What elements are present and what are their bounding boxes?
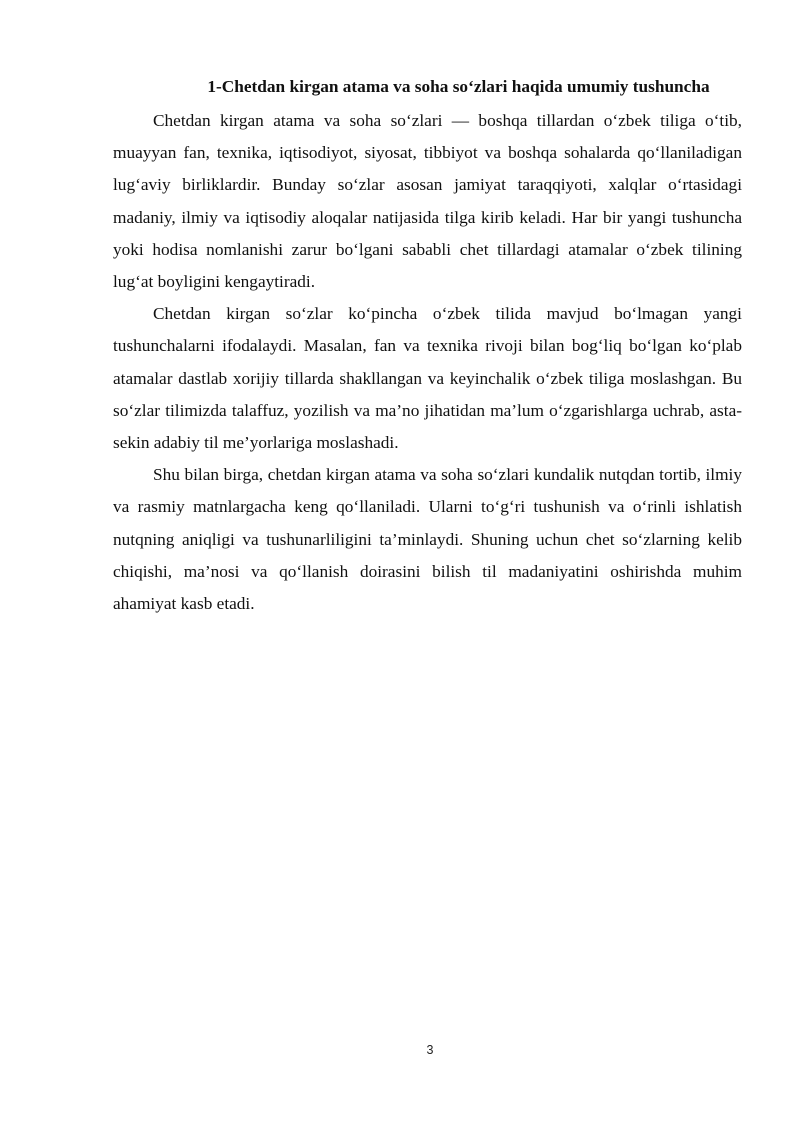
page-content (113, 74, 742, 620)
paragraph-3: Shu bilan birga, chetdan kirgan atama va soha so‘zlari kundalik nutqdan tortib, ilmiy va rasmiy matnlargacha keng qo‘llaniladi. Ularni to‘g‘ri tushunish va o‘rinli ishlatish nutqning aniqligi va tushunarliligini ta’minlaydi. Shuning uchun chet so‘zlarning kelib chiqishi, ma’nosi va qo‘llanish doirasini bilish til madaniyatini oshirishda muhim ahamiyat kasb etadi. (113, 465, 742, 614)
section-title: 1-Chetdan kirgan atama va soha so‘zlari haqida umumiy tushuncha (207, 77, 710, 96)
paragraph-2: Chetdan kirgan so‘zlar ko‘pincha o‘zbek tilida mavjud bo‘lmagan yangi tushunchalarni ifodalaydi. Masalan, fan va texnika rivoji bilan bog‘liq bo‘lgan ko‘plab atamalar dastlab xorijiy tillarda shakllangan va keyinchalik o‘zbek tiliga moslashgan. Bu so‘zlar tilimizda talaffuz, yozilish va ma’no jihatidan ma’lum o‘zgarishlarga uchrab, asta-sekin adabiy til me’yorlariga moslashadi. (113, 304, 742, 453)
page-number: 3 (426, 1043, 434, 1057)
paragraph-1: Chetdan kirgan atama va soha so‘zlari — boshqa tillardan o‘zbek tiliga o‘tib, muayyan fan, texnika, iqtisodiyot, siyosat, tibbiyot va boshqa sohalarda qo‘llaniladigan lug‘aviy birliklardir. Bunday so‘zlar asosan jamiyat taraqqiyoti, xalqlar o‘rtasidagi madaniy, ilmiy va iqtisodiy aloqalar natijasida tilga kirib keladi. Har bir yangi tushuncha yoki hodisa nomlanishi zarur bo‘lgani sababli chet tillardagi atamalar o‘zbek tilining lug‘at boyligini kengaytiradi. (113, 111, 742, 292)
